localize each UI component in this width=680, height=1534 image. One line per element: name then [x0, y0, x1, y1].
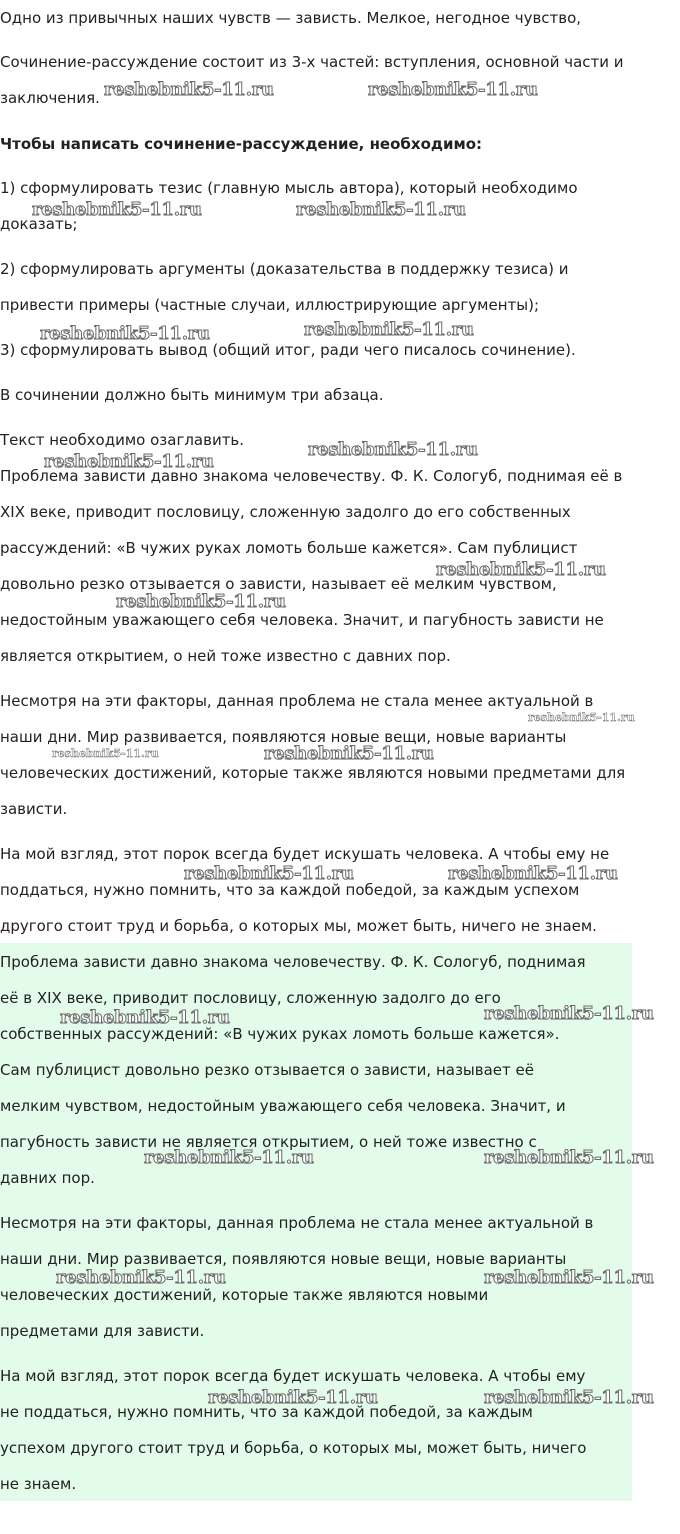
step-2-line-2: привести примеры (частные случаи, иллюстрирующие аргументы);	[0, 296, 540, 314]
essay-p1-line: довольно резко отзывается о зависти, называет её мелким чувством,	[0, 575, 557, 593]
highlighted-p1-line: её в XIX веке, приводит пословицу, сложенную задолго до его	[0, 989, 501, 1007]
watermark: reshebnik5-11.ru	[484, 1387, 654, 1408]
watermark: reshebnik5-11.ru	[184, 863, 354, 884]
highlighted-p3-line: На мой взгляд, этот порок всегда будет искушать человека. А чтобы ему	[0, 1367, 586, 1385]
step-2-line-1: 2) сформулировать аргументы (доказательства в поддержку тезиса) и	[0, 260, 569, 278]
watermark: reshebnik5-11.ru	[448, 863, 618, 884]
watermark: reshebnik5-11.ru	[144, 1147, 314, 1168]
essay-p2-line: человеческих достижений, которые также являются новыми предметами для	[0, 764, 626, 782]
watermark: reshebnik5-11.ru	[436, 559, 606, 580]
intro-line: Одно из привычных наших чувств — зависть. Мелкое, негодное чувство,	[0, 9, 582, 27]
essay-p3-line: На мой взгляд, этот порок всегда будет искушать человека. А чтобы ему не	[0, 845, 610, 863]
watermark: reshebnik5-11.ru	[44, 451, 214, 472]
highlighted-p3-line: не поддаться, нужно помнить, что за каждой победой, за каждым	[0, 1403, 533, 1421]
essay-p1-line: рассуждений: «В чужих руках ломоть больше кажется». Сам публицист	[0, 539, 578, 557]
highlighted-p1-line: Проблема зависти давно знакома человечеству. Ф. К. Сологуб, поднимая	[0, 953, 586, 971]
watermark: reshebnik5-11.ru	[32, 199, 202, 220]
watermark: reshebnik5-11.ru	[40, 323, 210, 344]
step-1-line-2: доказать;	[0, 215, 78, 233]
essay-p1-line: XIX веке, приводит пословицу, сложенную задолго до его собственных	[0, 503, 571, 521]
highlighted-p2-line: Несмотря на эти факторы, данная проблема не стала менее актуальной в	[0, 1214, 594, 1232]
watermark: reshebnik5-11.ru	[264, 743, 434, 764]
title-note: Текст необходимо озаглавить.	[0, 431, 245, 449]
watermark: reshebnik5-11.ru	[208, 1387, 378, 1408]
essay-p3-line: другого стоит труд и борьба, о которых мы, может быть, ничего не знаем.	[0, 917, 597, 935]
highlighted-p1-line: мелким чувством, недостойным уважающего себя человека. Значит, и	[0, 1097, 566, 1115]
essay-p2-line: наши дни. Мир развивается, появляются новые вещи, новые варианты	[0, 728, 567, 746]
essay-p1-line: является открытием, о ней тоже известно с давних пор.	[0, 647, 451, 665]
watermark: reshebnik5-11.ru	[484, 1267, 654, 1288]
highlighted-p2-line: человеческих достижений, которые также являются новыми	[0, 1286, 489, 1304]
watermark: reshebnik5-11.ru	[56, 1267, 226, 1288]
step-3-line: 3) сформулировать вывод (общий итог, ради чего писалось сочинение).	[0, 341, 576, 359]
structure-line-1: Сочинение-рассуждение состоит из 3-х частей: вступления, основной части и	[0, 53, 624, 71]
essay-p2-line: Несмотря на эти факторы, данная проблема не стала менее актуальной в	[0, 692, 594, 710]
min-paragraphs-note: В сочинении должно быть минимум три абзаца.	[0, 386, 384, 404]
highlighted-p3-line: не знаем.	[0, 1475, 77, 1493]
highlighted-p1-line: давних пор.	[0, 1169, 95, 1187]
highlighted-p1-line: собственных рассуждений: «В чужих руках ломоть больше кажется».	[0, 1025, 560, 1043]
watermark: reshebnik5-11.ru	[116, 591, 286, 612]
watermark: reshebnik5-11.ru	[308, 439, 478, 460]
watermark: reshebnik5-11.ru	[296, 199, 466, 220]
watermark: reshebnik5-11.ru	[484, 1003, 654, 1024]
watermark: reshebnik5-11.ru	[368, 79, 538, 100]
highlighted-p2-line: предметами для зависти.	[0, 1322, 205, 1340]
watermark: reshebnik5-11.ru	[104, 79, 274, 100]
step-1-line-1: 1) сформулировать тезис (главную мысль автора), который необходимо	[0, 179, 578, 197]
highlighted-p2-line: наши дни. Мир развивается, появляются новые вещи, новые варианты	[0, 1250, 567, 1268]
watermark: reshebnik5-11.ru	[528, 711, 635, 724]
structure-line-2: заключения.	[0, 89, 100, 107]
watermark: reshebnik5-11.ru	[304, 319, 474, 340]
essay-p2-line: зависти.	[0, 800, 68, 818]
essay-p1-line: Проблема зависти давно знакома человечеству. Ф. К. Сологуб, поднимая её в	[0, 467, 623, 485]
essay-p1-line: недостойным уважающего себя человека. Значит, и пагубность зависти не	[0, 611, 604, 629]
requirements-heading: Чтобы написать сочинение-рассуждение, необходимо:	[0, 135, 483, 153]
highlighted-p1-line: пагубность зависти не является открытием, о ней тоже известно с	[0, 1133, 537, 1151]
highlighted-p1-line: Сам публицист довольно резко отзывается о зависти, называет её	[0, 1061, 534, 1079]
watermark: reshebnik5-11.ru	[60, 1007, 230, 1028]
essay-p3-line: поддаться, нужно помнить, что за каждой победой, за каждым успехом	[0, 881, 580, 899]
watermark: reshebnik5-11.ru	[52, 747, 159, 760]
highlighted-p3-line: успехом другого стоит труд и борьба, о которых мы, может быть, ничего	[0, 1439, 587, 1457]
watermark: reshebnik5-11.ru	[484, 1147, 654, 1168]
